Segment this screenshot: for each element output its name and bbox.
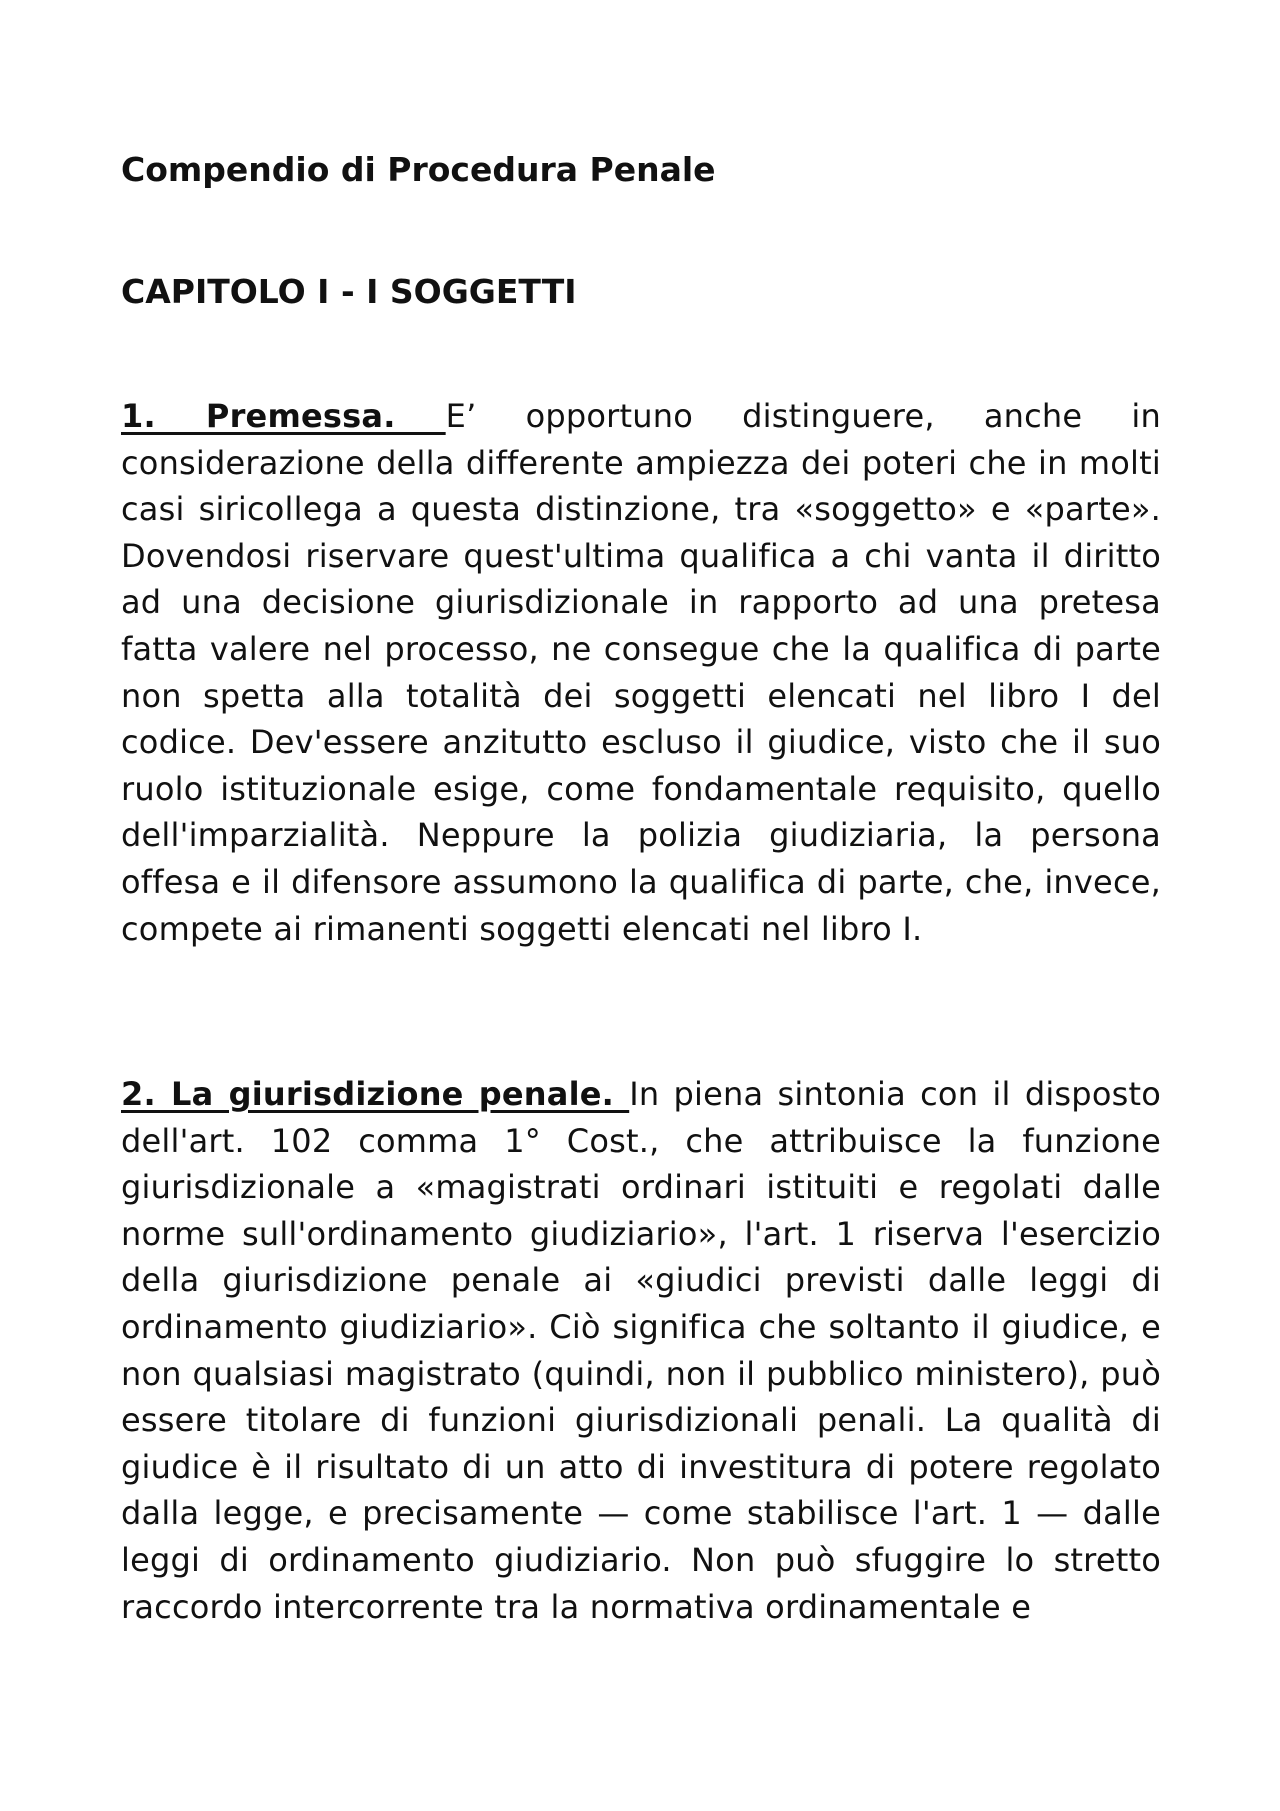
section-premessa — [121, 393, 1161, 952]
chapter-title: CAPITOLO I - I SOGGETTI — [121, 272, 577, 311]
section-heading-premessa: 1. Premessa. — [121, 397, 446, 435]
section-heading-giurisdizione-penale: 2. La giurisdizione penale. — [121, 1075, 630, 1113]
section-giurisdizione-penale — [121, 1071, 1161, 1630]
section-body-premessa: E’ opportuno distinguere, anche in considerazione della differente ampiezza dei poteri che in molti casi siricollega a questa distinzione, tra «soggetto» e «parte». Dovendosi riservare quest'ultima qualifica a chi vanta il diritto ad una decisione giurisdizionale in rapporto ad una pretesa fatta valere nel processo, ne consegue che la qualifica di parte non spetta alla totalità dei soggetti elencati nel libro I del codice. Dev'essere anzitutto escluso il giudice, visto che il suo ruolo istituzionale esige, come fondamentale requisito, quello dell'imparzialità. Neppure la polizia giudiziaria, la persona offesa e il difensore assumono la qualifica di parte, che, invece, compete ai rimanenti soggetti elencati nel libro I. — [121, 397, 1161, 948]
section-body-giurisdizione-penale: In piena sintonia con il disposto dell'art. 102 comma 1° Cost., che attribuisce la funzione giurisdizionale a «magistrati ordinari istituiti e regolati dalle norme sull'ordinamento giudiziario», l'art. 1 riserva l'esercizio della giurisdizione penale ai «giudici previsti dalle leggi di ordinamento giudiziario». Ciò significa che soltanto il giudice, e non qualsiasi magistrato (quindi, non il pubblico ministero), può essere titolare di funzioni giurisdizionali penali. La qualità di giudice è il risultato di un atto di investitura di potere regolato dalla legge, e precisamente — come stabilisce l'art. 1 — dalle leggi di ordinamento giudiziario. Non può sfuggire lo stretto raccordo intercorrente tra la normativa ordinamentale e — [121, 1075, 1161, 1626]
document-title: Compendio di Procedura Penale — [121, 150, 716, 189]
